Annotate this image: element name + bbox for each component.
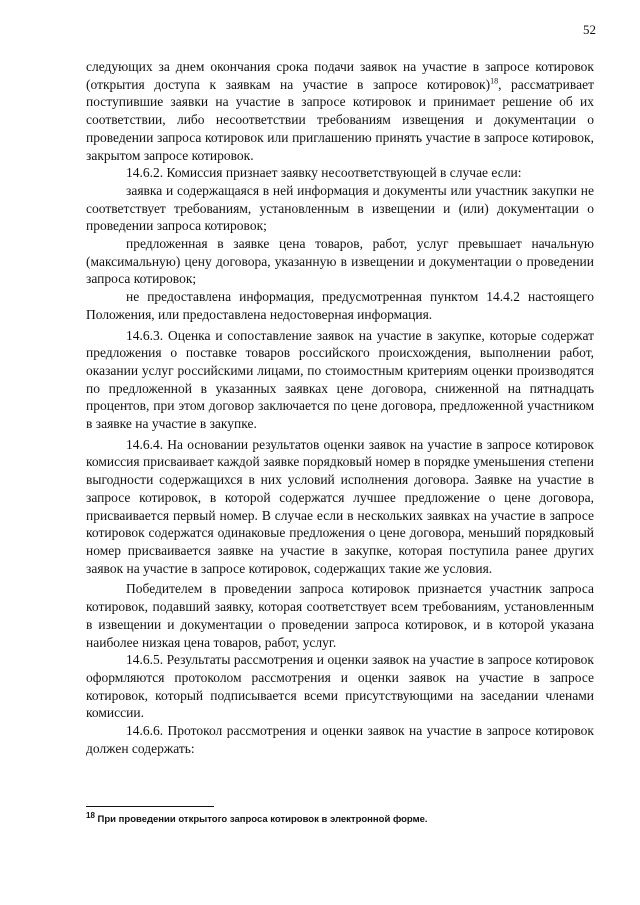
footnote-text: При проведении открытого запроса котировок в электронной форме.: [94, 814, 428, 825]
paragraph-text: следующих за днем окончания срока подачи заявок на участие в запросе котировок (открытия доступа к заявкам на участие в запросе котировок): [86, 59, 594, 92]
page-number: 52: [583, 22, 596, 37]
clause-14-6-2: 14.6.2. Комиссия признает заявку несоответствующей в случае если:: [126, 165, 522, 181]
paragraph-continuation: [86, 58, 594, 164]
clause-14-6-6: 14.6.6. Протокол рассмотрения и оценки заявок на участие в запросе котировок должен содержать:: [86, 723, 594, 756]
footnote-divider: [86, 806, 214, 807]
winner-paragraph: Победителем в проведении запроса котировок признается участник запроса котировок, подавший заявку, которая соответствует всем требованиям, установленным в извещении и документации о проведении запроса котировок, и в которой указана наиболее низкая цена товаров, работ, услуг.: [86, 581, 594, 650]
clause-item: не предоставлена информация, предусмотренная пунктом 14.4.2 настоящего Положения, или предоставлена недостоверная информация.: [86, 289, 594, 322]
clause-14-6-4: 14.6.4. На основании результатов оценки заявок на участие в запросе котировок комиссия присваивает каждой заявке порядковый номер в порядке уменьшения степени выгодности содержащихся в них условий исполнения договора. Заявке на участие в запросе котировок, в которой содержатся лучшее предложение о цене договора, присваивается первый номер. В случае если в нескольких заявках на участие в запросе котировок содержатся одинаковые предложения о цене договора, меньший порядковый номер присваивается заявке на участие в закупке, которая поступила ранее других заявок на участие в запросе котировок, содержащих такие же условия.: [86, 436, 594, 576]
footnote: [86, 810, 594, 825]
clause-14-6-3: 14.6.3. Оценка и сопоставление заявок на участие в закупке, которые содержат предложения о поставке товаров российского происхождения, выполнении работ, оказании услуг российскими лицами, по стоимостным критериям оценки производятся по предложенной в указанных заявках цене договора, сниженной на пятнадцать процентов, при этом договор заключается по цене договора, предложенной участником в заявке на участие в закупке.: [86, 327, 594, 432]
document-body: [86, 58, 594, 757]
clause-item: предложенная в заявке цена товаров, работ, услуг превышает начальную (максимальную) цену договора, указанную в извещении и документации о проведении запроса котировок;: [86, 236, 594, 287]
clause-14-6-5: 14.6.5. Результаты рассмотрения и оценки заявок на участие в запросе котировок оформляются протоколом рассмотрения и оценки заявок на участие в запросе котировок, который подписывается всеми присутствующими на заседании членами комиссии.: [86, 652, 594, 721]
paragraph-text: , рассматривает поступившие заявки на участие в запросе котировок и принимает решение об их соответствии, либо несоответствии требованиям извещения и документации о проведении запроса котировок или приглашению принять участие в запросе котировок, закрытом запросе котировок.: [86, 76, 594, 163]
footnote-reference: 18: [490, 76, 499, 86]
footnote-marker: 18: [86, 810, 95, 820]
clause-item: заявка и содержащаяся в ней информация и документы или участник закупки не соответствует требованиям, установленным в извещении и (или) документации о проведении запроса котировок;: [86, 182, 594, 234]
